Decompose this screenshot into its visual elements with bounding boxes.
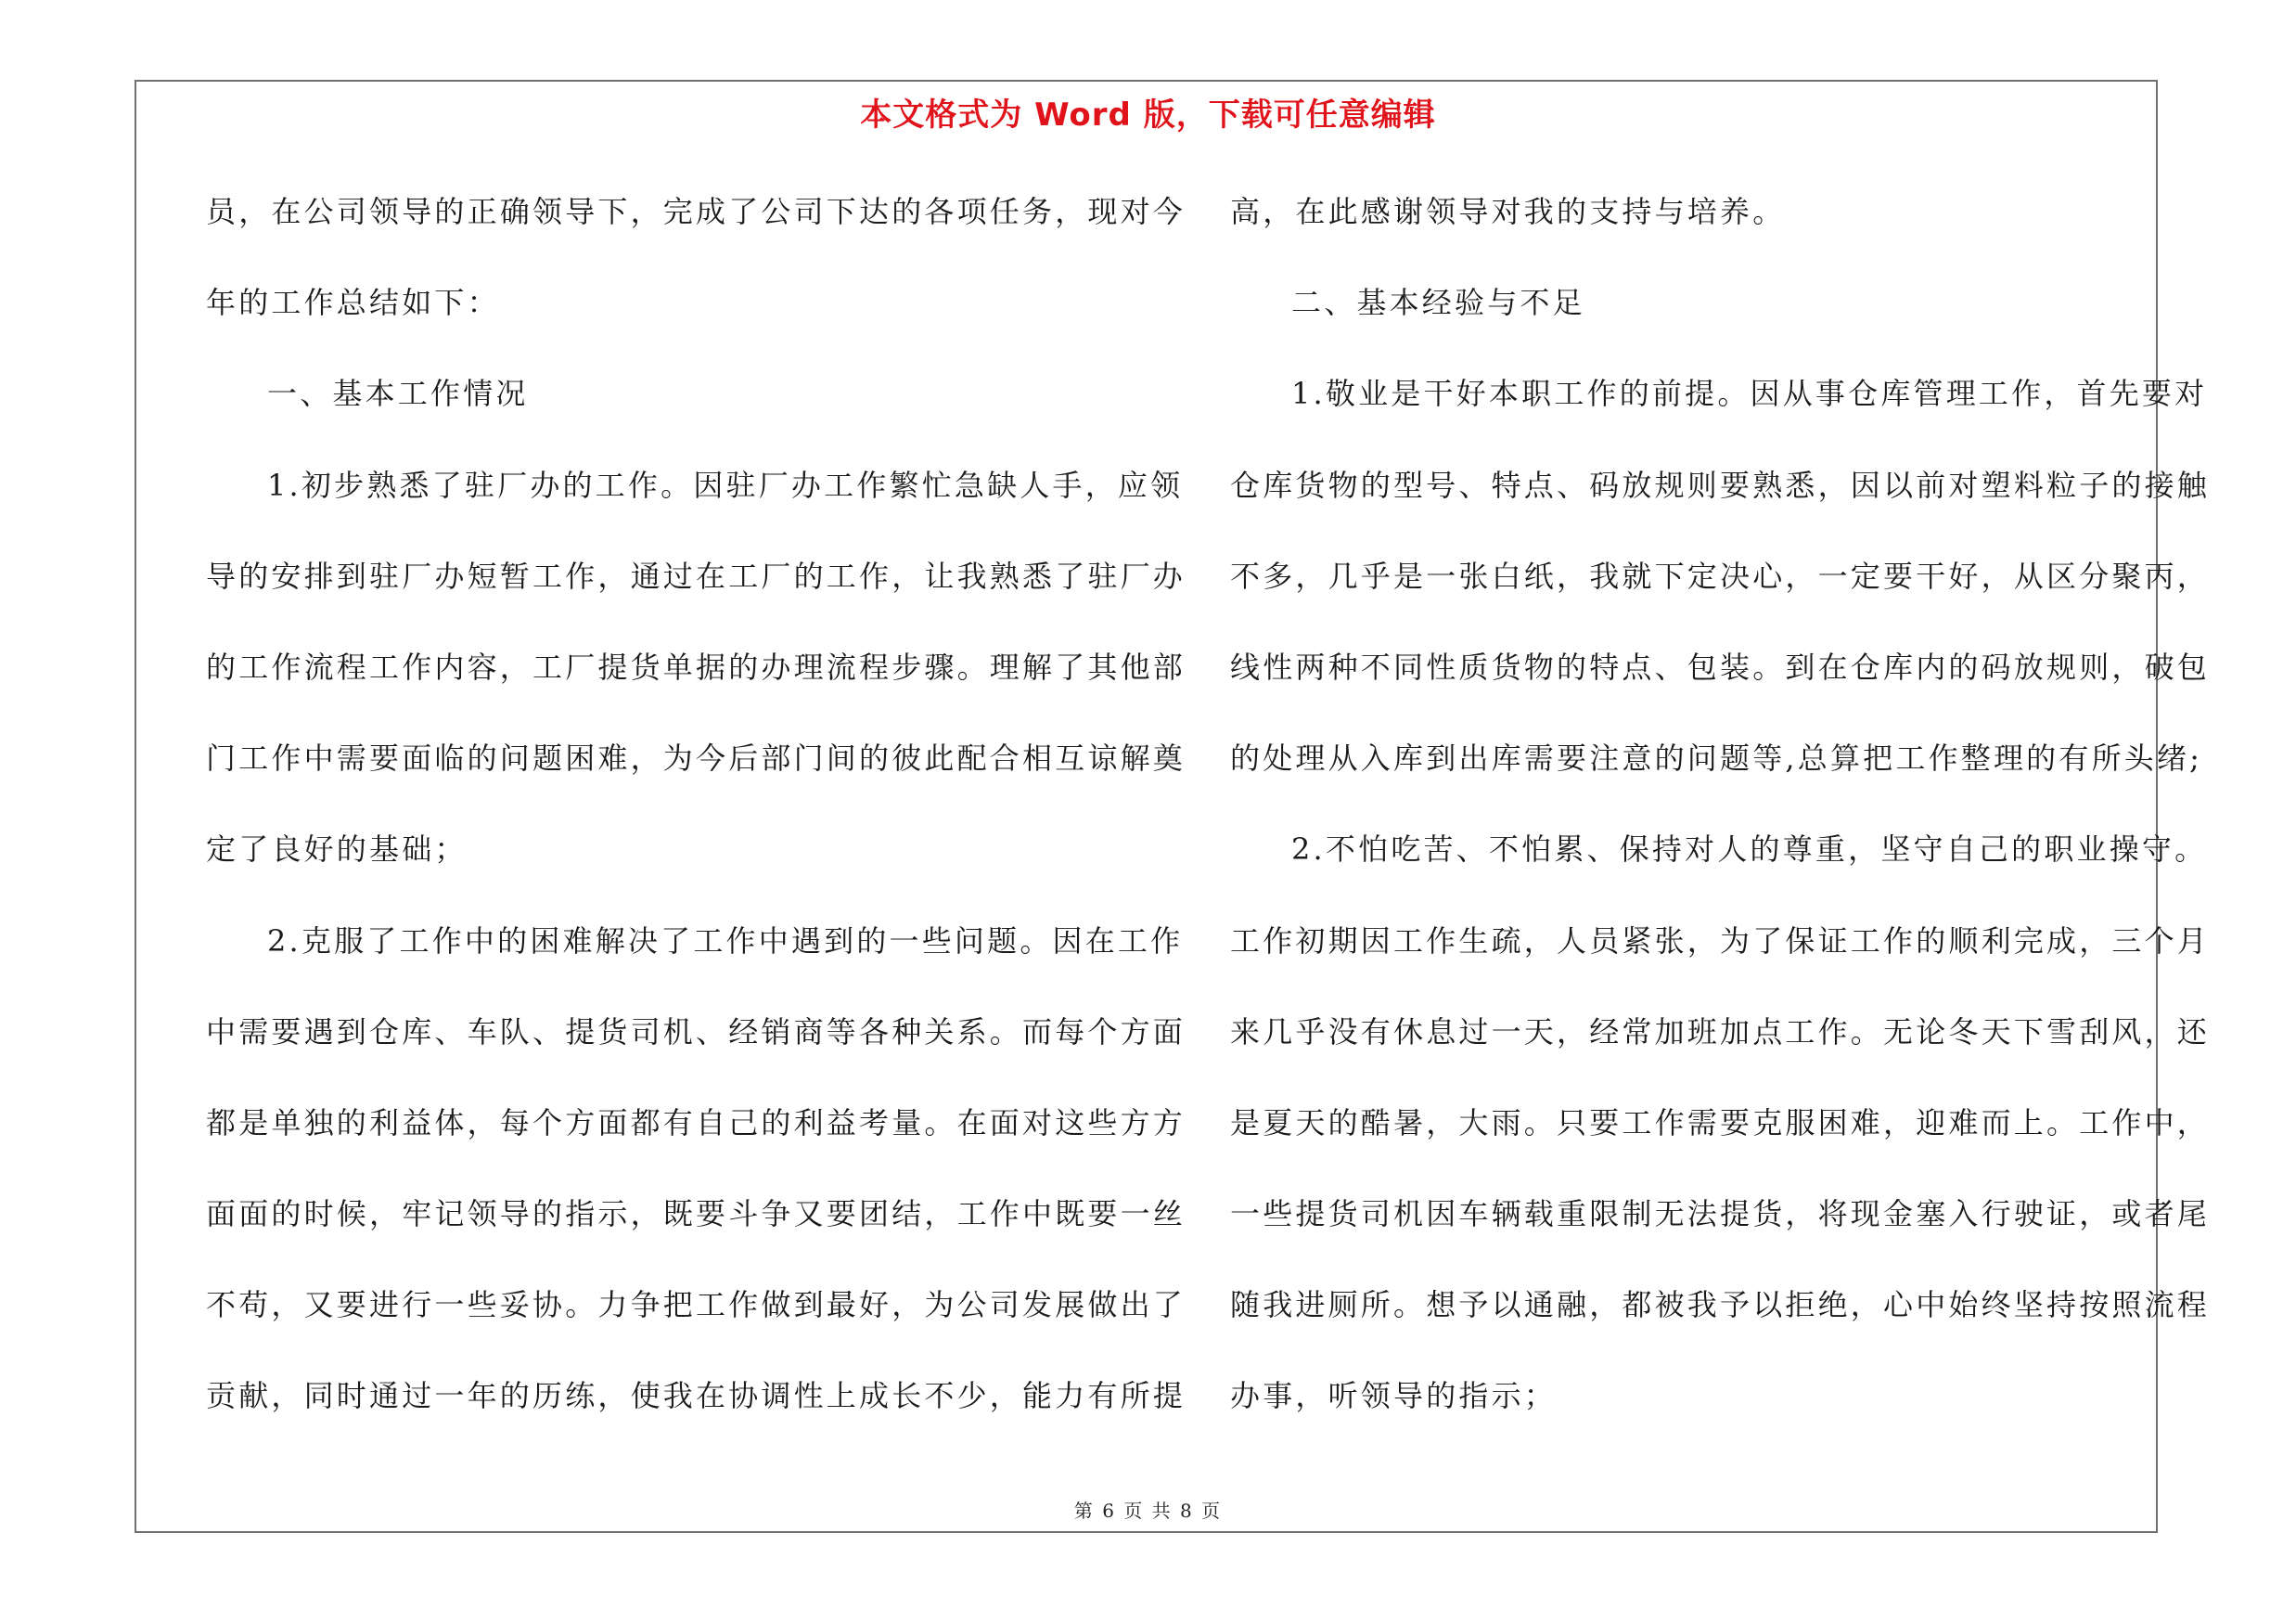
text-line: 来几乎没有休息过一天，经常加班加点工作。无论冬天下雪刮风，还: [1230, 1013, 2211, 1050]
text-line: 随我进厕所。想予以通融，都被我予以拒绝，心中始终坚持按照流程: [1230, 1287, 2211, 1323]
text-line: 导的安排到驻厂办短暂工作，通过在工厂的工作，让我熟悉了驻厂办: [206, 558, 1186, 594]
text-line: 门工作中需要面临的问题困难，为今后部门间的彼此配合相互谅解奠: [206, 741, 1186, 777]
text-line: 工作初期因工作生疏，人员紧张，为了保证工作的顺利完成，三个月: [1230, 922, 2211, 959]
text-line: 高，在此感谢领导对我的支持与培养。: [1230, 194, 1786, 229]
text-line: 的工作流程工作内容，工厂提货单据的办理流程步骤。理解了其他部: [206, 649, 1186, 685]
text-line: 不苟，又要进行一些妥协。力争把工作做到最好，为公司发展做出了: [206, 1287, 1186, 1323]
text-line: 中需要遇到仓库、车队、提货司机、经销商等各种关系。而每个方面: [206, 1013, 1186, 1050]
right-text-column: [1230, 182, 2211, 1458]
text-line: 面面的时候，牢记领导的指示，既要斗争又要团结，工作中既要一丝: [206, 1196, 1186, 1232]
text-line: 线性两种不同性质货物的特点、包装。到在仓库内的码放规则，破包: [1230, 649, 2211, 685]
text-line: 2.不怕吃苦、不怕累、保持对人的尊重，坚守自己的职业操守。: [1291, 831, 2208, 868]
text-line: 是夏天的酷暑，大雨。只要工作需要克服困难，迎难而上。工作中，: [1230, 1104, 2211, 1140]
text-line: 二、基本经验与不足: [1291, 285, 1585, 321]
text-line: 员，在公司领导的正确领导下，完成了公司下达的各项任务，现对今: [206, 194, 1186, 229]
format-banner: 本文格式为 Word 版，下载可任意编辑: [860, 97, 1436, 134]
text-line: 的处理从入库到出库需要注意的问题等,总算把工作整理的有所头绪;: [1230, 741, 2203, 777]
text-line: 不多，几乎是一张白纸，我就下定决心，一定要干好，从区分聚丙，: [1230, 558, 2211, 594]
text-line: 1.初步熟悉了驻厂办的工作。因驻厂办工作繁忙急缺人手，应领: [267, 467, 1184, 503]
left-text-column: [206, 182, 1186, 1458]
text-line: 贡献，同时通过一年的历练，使我在协调性上成长不少，能力有所提: [206, 1378, 1186, 1414]
text-line: 办事，听领导的指示；: [1230, 1378, 1558, 1414]
text-line: 年的工作总结如下：: [206, 285, 500, 321]
text-line: 1.敬业是干好本职工作的前提。因从事仓库管理工作，首先要对: [1291, 376, 2208, 412]
text-line: 一、基本工作情况: [267, 376, 529, 412]
text-line: 仓库货物的型号、特点、码放规则要熟悉，因以前对塑料粒子的接触: [1230, 467, 2211, 503]
text-line: 定了良好的基础；: [206, 831, 468, 868]
text-line: 都是单独的利益体，每个方面都有自己的利益考量。在面对这些方方: [206, 1104, 1186, 1140]
text-line: 2.克服了工作中的困难解决了工作中遇到的一些问题。因在工作: [267, 922, 1184, 959]
text-line: 一些提货司机因车辆载重限制无法提货，将现金塞入行驶证，或者尾: [1230, 1196, 2211, 1232]
page-number-footer: 第 6 页 共 8 页: [1073, 1500, 1223, 1522]
